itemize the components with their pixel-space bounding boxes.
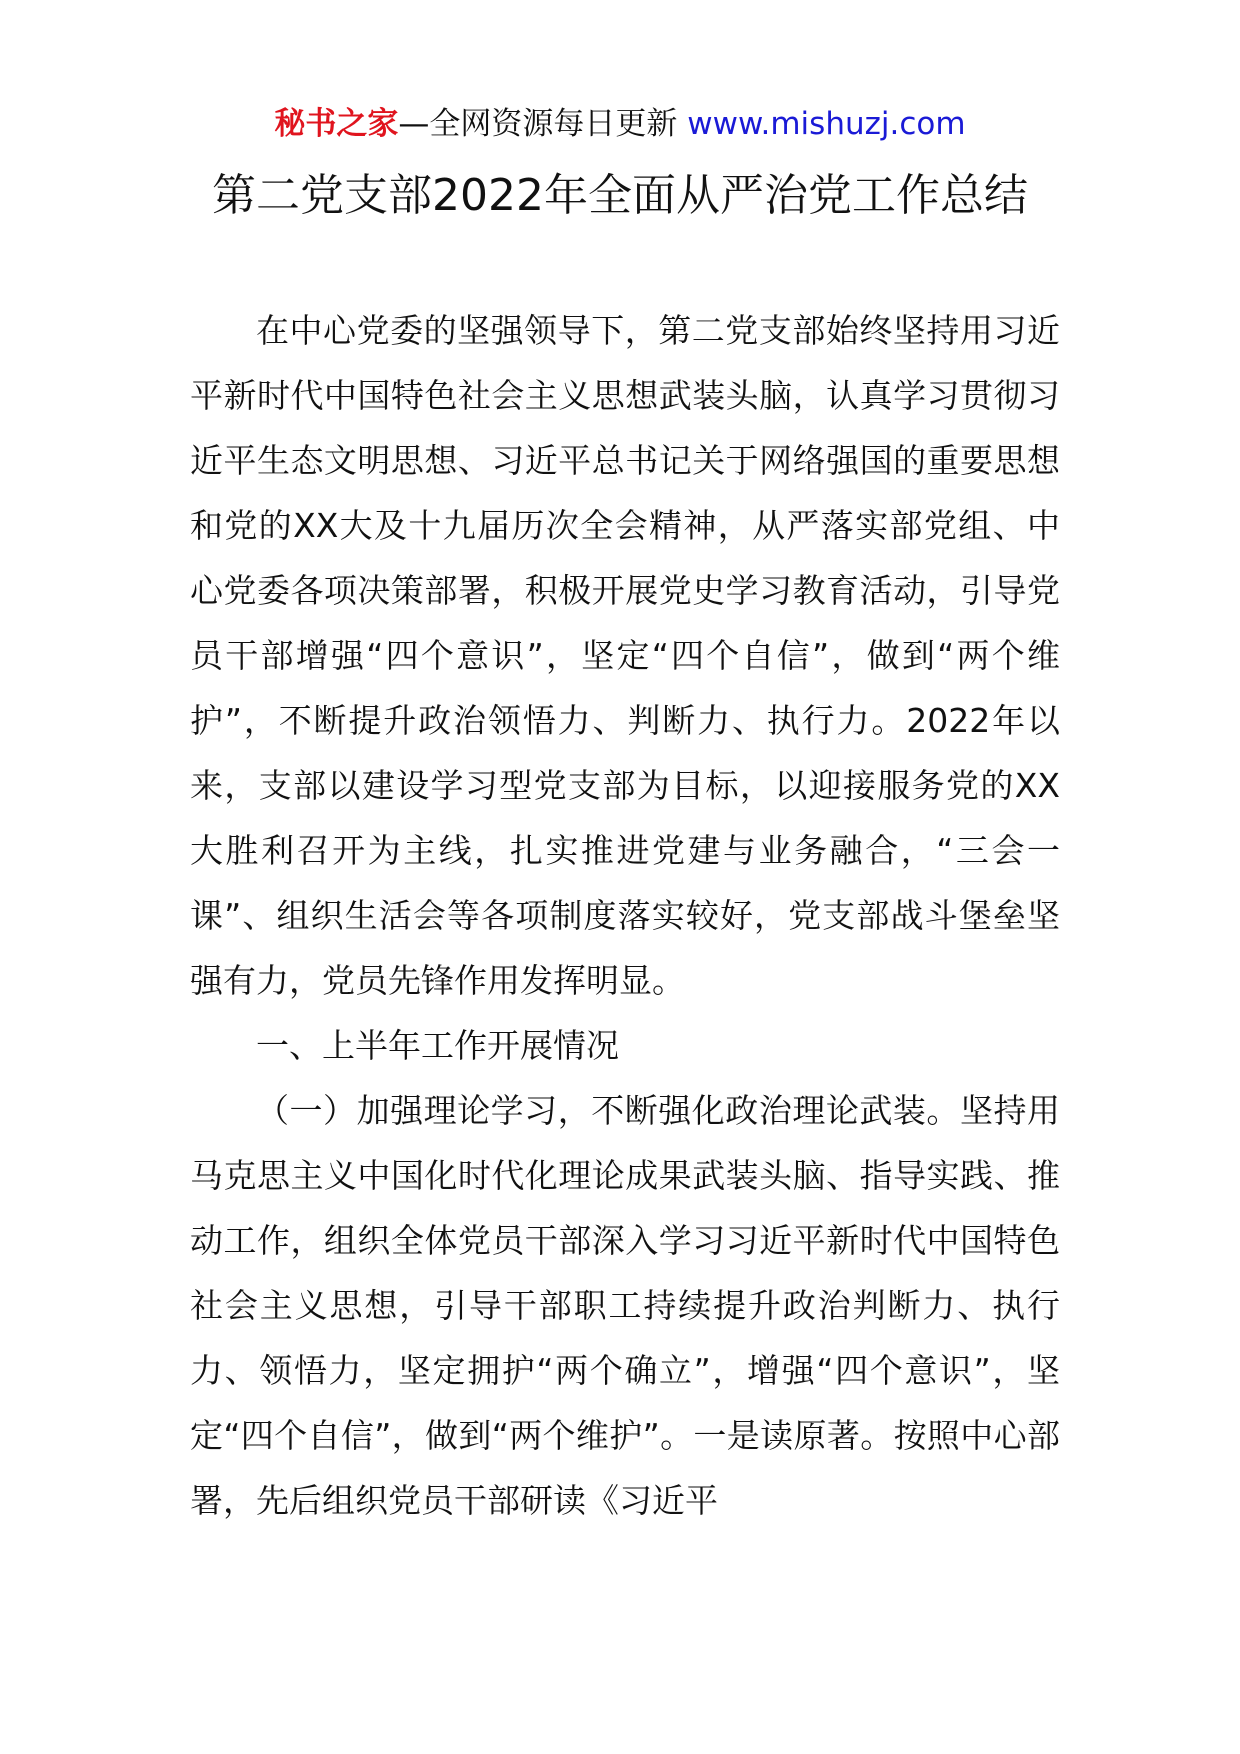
site-url-link[interactable]: www.mishuzj.com <box>687 106 966 142</box>
section-heading: 一、上半年工作开展情况 <box>256 1026 619 1065</box>
document-body <box>190 298 1060 1533</box>
site-brand: 秘书之家 <box>274 106 399 142</box>
site-slogan: —全网资源每日更新 <box>398 106 678 142</box>
intro-paragraph: 在中心党委的坚强领导下，第二党支部始终坚持用习近平新时代中国特色社会主义思想武装头脑，认真学习贯彻习近平生态文明思想、习近平总书记关于网络强国的重要思想和党的XX大及十九届历次全会精神，从严落实部党组、中心党委各项决策部署，积极开展党史学习教育活动，引导党员干部增强“四个意识”，坚定“四个自信”，做到“两个维护”，不断提升政治领悟力、判断力、执行力。2022年以来，支部以建设学习型党支部为目标，以迎接服务党的XX大胜利召开为主线，扎实推进党建与业务融合，“三会一课”、组织生活会等各项制度落实较好，党支部战斗堡垒坚强有力，党员先锋作用发挥明显。 <box>190 311 1060 1000</box>
subsection-paragraph: （一）加强理论学习，不断强化政治理论武装。坚持用马克思主义中国化时代化理论成果武装头脑、指导实践、推动工作，组织全体党员干部深入学习习近平新时代中国特色社会主义思想，引导干部职工持续提升政治判断力、执行力、领悟力，坚定拥护“两个确立”，增强“四个意识”，坚定“四个自信”，做到“两个维护”。一是读原著。按照中心部署，先后组织党员干部研读《习近平 <box>190 1091 1060 1520</box>
site-header <box>0 104 1240 144</box>
document-title: 第二党支部2022年全面从严治党工作总结 <box>212 170 1028 221</box>
